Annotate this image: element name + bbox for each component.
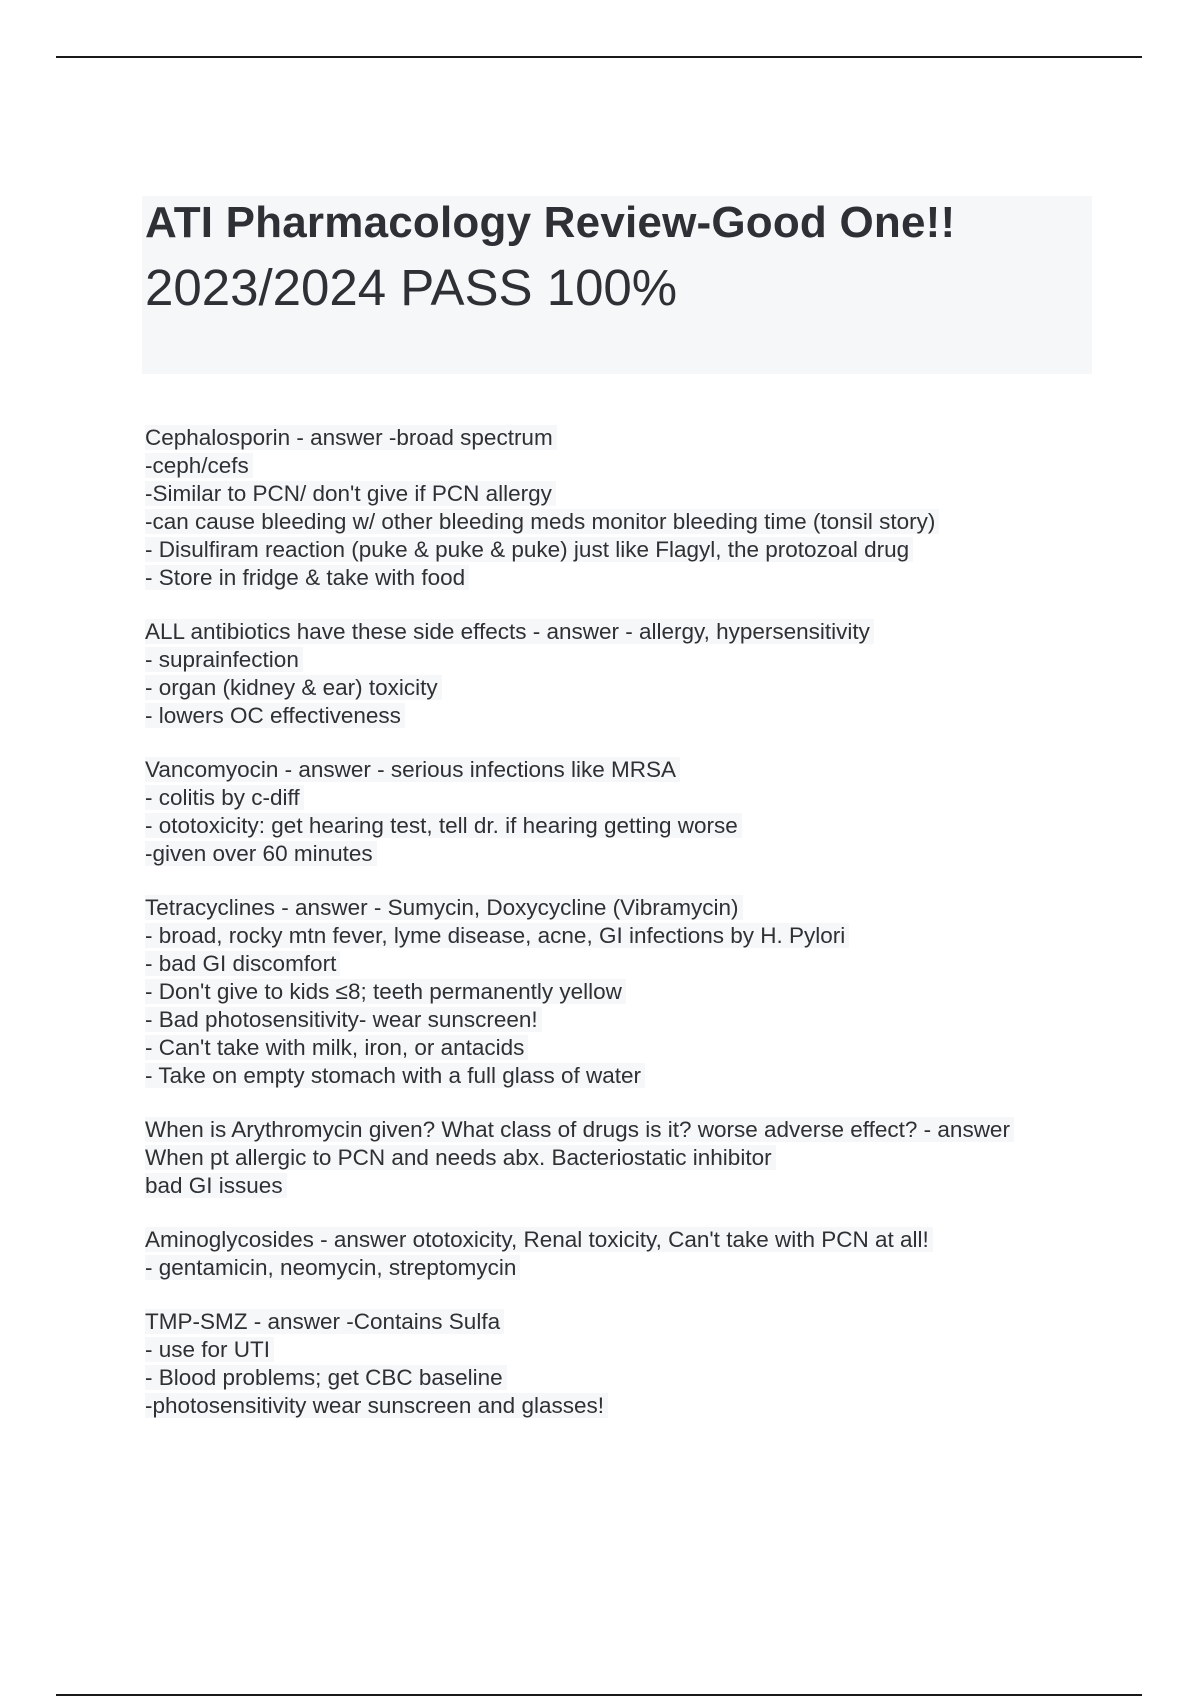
- qa-answer-line: [145, 784, 1105, 812]
- qa-answer-line: [145, 922, 1105, 950]
- qa-answer-line: [145, 452, 1105, 480]
- line-text: -photosensitivity wear sunscreen and glasses!: [145, 1393, 608, 1418]
- qa-question-line: [145, 1226, 1105, 1254]
- bottom-rule: [56, 1694, 1142, 1696]
- qa-answer-line: [145, 1062, 1105, 1090]
- line-text: -ceph/cefs: [145, 453, 253, 478]
- qa-answer-line: [145, 564, 1105, 592]
- qa-answer-line: [145, 702, 1105, 730]
- qa-answer-line: [145, 674, 1105, 702]
- line-text: -can cause bleeding w/ other bleeding meds monitor bleeding time (tonsil story): [145, 509, 939, 534]
- line-text: - suprainfection: [145, 647, 303, 672]
- line-text: - colitis by c-diff: [145, 785, 304, 810]
- qa-block: [145, 894, 1105, 1090]
- line-text: - use for UTI: [145, 1337, 274, 1362]
- qa-answer-line: [145, 508, 1105, 536]
- line-text: - ototoxicity: get hearing test, tell dr. if hearing getting worse: [145, 813, 742, 838]
- qa-question-line: [145, 618, 1105, 646]
- line-text: - Disulfiram reaction (puke & puke & puke) just like Flagyl, the protozoal drug: [145, 537, 913, 562]
- qa-answer-line: [145, 840, 1105, 868]
- qa-answer-line: [145, 1364, 1105, 1392]
- qa-question-line: [145, 756, 1105, 784]
- line-text: When pt allergic to PCN and needs abx. Bacteriostatic inhibitor: [145, 1145, 776, 1170]
- top-rule: [56, 56, 1142, 58]
- line-text: - Don't give to kids ≤8; teeth permanently yellow: [145, 979, 626, 1004]
- line-text: -Similar to PCN/ don't give if PCN allergy: [145, 481, 556, 506]
- qa-answer-line: [145, 1392, 1105, 1420]
- line-text: - Store in fridge & take with food: [145, 565, 469, 590]
- qa-answer-line: [145, 1006, 1105, 1034]
- qa-answer-line: [145, 978, 1105, 1006]
- qa-answer-line: [145, 1336, 1105, 1364]
- qa-answer-line: [145, 646, 1105, 674]
- line-text: - Take on empty stomach with a full glass of water: [145, 1063, 645, 1088]
- document-title: ATI Pharmacology Review-Good One!!: [145, 198, 956, 247]
- line-text: - gentamicin, neomycin, streptomycin: [145, 1255, 520, 1280]
- line-text: ALL antibiotics have these side effects - answer - allergy, hypersensitivity: [145, 619, 874, 644]
- document-body: [145, 424, 1105, 1446]
- line-text: - organ (kidney & ear) toxicity: [145, 675, 442, 700]
- qa-block: [145, 1226, 1105, 1282]
- line-text: - bad GI discomfort: [145, 951, 340, 976]
- line-text: - broad, rocky mtn fever, lyme disease, acne, GI infections by H. Pylori: [145, 923, 849, 948]
- qa-answer-line: [145, 1034, 1105, 1062]
- qa-question-line: [145, 894, 1105, 922]
- line-text: - Bad photosensitivity- wear sunscreen!: [145, 1007, 542, 1032]
- line-text: Cephalosporin - answer -broad spectrum: [145, 425, 557, 450]
- qa-question-line: [145, 1116, 1105, 1144]
- qa-question-line: [145, 424, 1105, 452]
- qa-block: [145, 618, 1105, 730]
- line-text: Tetracyclines - answer - Sumycin, Doxycycline (Vibramycin): [145, 895, 743, 920]
- qa-block: [145, 756, 1105, 868]
- qa-answer-line: [145, 1144, 1105, 1172]
- line-text: When is Arythromycin given? What class of drugs is it? worse adverse effect? - answer: [145, 1117, 1014, 1142]
- document-subtitle: 2023/2024 PASS 100%: [145, 259, 678, 316]
- line-text: - Can't take with milk, iron, or antacids: [145, 1035, 528, 1060]
- qa-answer-line: [145, 536, 1105, 564]
- line-text: bad GI issues: [145, 1173, 287, 1198]
- qa-question-line: [145, 1308, 1105, 1336]
- line-text: TMP-SMZ - answer -Contains Sulfa: [145, 1309, 504, 1334]
- line-text: -given over 60 minutes: [145, 841, 377, 866]
- qa-block: [145, 1116, 1105, 1200]
- qa-answer-line: [145, 812, 1105, 840]
- qa-answer-line: [145, 950, 1105, 978]
- line-text: - lowers OC effectiveness: [145, 703, 405, 728]
- qa-answer-line: [145, 480, 1105, 508]
- qa-block: [145, 424, 1105, 592]
- qa-block: [145, 1308, 1105, 1420]
- line-text: Vancomyocin - answer - serious infections like MRSA: [145, 757, 680, 782]
- qa-answer-line: [145, 1172, 1105, 1200]
- qa-answer-line: [145, 1254, 1105, 1282]
- line-text: Aminoglycosides - answer ototoxicity, Renal toxicity, Can't take with PCN at all!: [145, 1227, 933, 1252]
- line-text: - Blood problems; get CBC baseline: [145, 1365, 507, 1390]
